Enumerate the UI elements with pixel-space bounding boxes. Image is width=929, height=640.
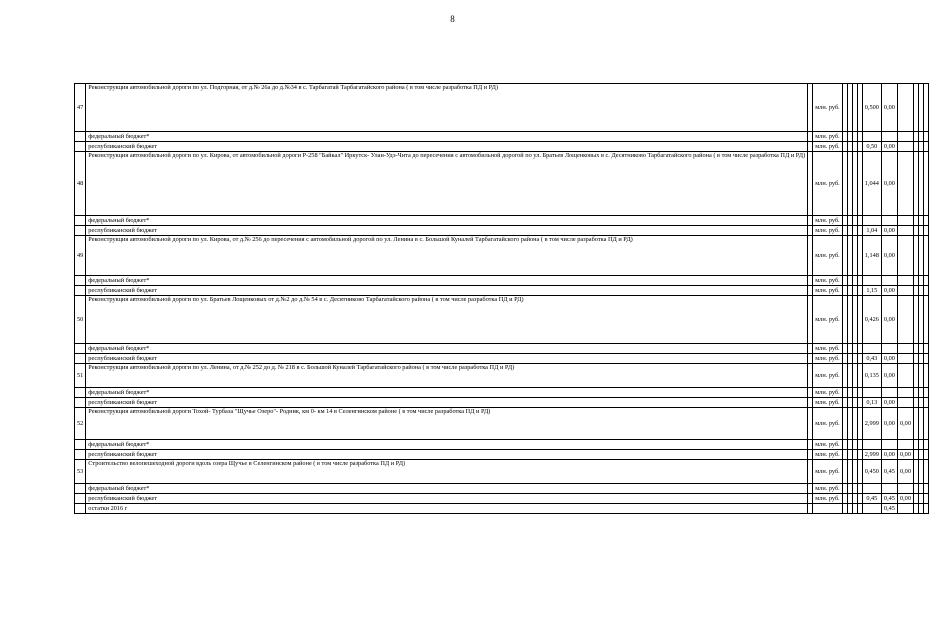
value-cell: 0,135: [862, 364, 881, 388]
budget-source-label: федеральный бюджет*: [86, 388, 808, 398]
value-cell: [923, 354, 928, 364]
value-cell: [862, 388, 881, 398]
value-cell: 0,45: [881, 494, 897, 504]
unit-cell: млн. руб.: [813, 276, 843, 286]
project-title: Реконструкция автомобильной дороги по ул. Ленина, от д.№ 252 до д. № 218 в с. Большой Куналей Тарбагатайского района ( в том числе разработка ПД и РД): [86, 364, 808, 388]
value-cell: [923, 388, 928, 398]
value-cell: [881, 216, 897, 226]
unit-cell: млн. руб.: [813, 344, 843, 354]
republican-budget-row: [75, 286, 929, 296]
value-cell: [923, 494, 928, 504]
project-title: Реконструкция автомобильной дороги по ул. Братьев Лощенковых от д.№2 до д.№ 54 в с. Десятниково Тарбагатайского района ( в том числе разработка ПД и РД): [86, 296, 808, 344]
value-cell: [862, 440, 881, 450]
project-number: 48: [75, 152, 86, 216]
republican-budget-row: [75, 226, 929, 236]
project-title: Реконструкция автомобильной дороги Тохой- Турбаза "Щучье Озеро"- Родник, км 0- км 14 в Селенгинском районе ( в том числе разработка ПД и РД): [86, 408, 808, 440]
value-cell: [881, 276, 897, 286]
project-number: [75, 398, 86, 408]
value-cell: [923, 226, 928, 236]
project-number: [75, 216, 86, 226]
value-cell: [897, 388, 913, 398]
value-cell: 0,50: [862, 142, 881, 152]
page-number: 8: [450, 14, 455, 24]
value-cell: [897, 504, 913, 514]
federal-budget-row: [75, 344, 929, 354]
value-cell: 0,500: [862, 84, 881, 132]
budget-source-label: федеральный бюджет*: [86, 216, 808, 226]
federal-budget-row: [75, 484, 929, 494]
project-title: Реконструкция автомобильной дороги по ул. Кирова, от автомобильной дороги Р-258 "Байкал" Иркутск- Улан-Удэ-Чита до пересечения с автомобильной дорогой по ул. Братьев Лощенковых в с. Десятниково Тарбагатайского района ( в том числе разработка ПД и РД): [86, 152, 808, 216]
unit-cell: млн. руб.: [813, 398, 843, 408]
budget-source-label: федеральный бюджет*: [86, 132, 808, 142]
value-cell: [923, 398, 928, 408]
unit-cell: млн. руб.: [813, 460, 843, 484]
value-cell: 0,00: [881, 408, 897, 440]
project-number: 53: [75, 460, 86, 484]
unit-cell: млн. руб.: [813, 494, 843, 504]
remainder-row: [75, 504, 929, 514]
value-cell: 0,00: [881, 152, 897, 216]
value-cell: [897, 484, 913, 494]
value-cell: [923, 296, 928, 344]
value-cell: 0,00: [881, 296, 897, 344]
value-cell: [897, 216, 913, 226]
unit-cell: млн. руб.: [813, 142, 843, 152]
value-cell: [897, 440, 913, 450]
project-row: [75, 152, 929, 216]
value-cell: [923, 484, 928, 494]
project-number: 50: [75, 296, 86, 344]
value-cell: [862, 484, 881, 494]
republican-budget-row: [75, 142, 929, 152]
project-number: [75, 354, 86, 364]
budget-source-label: республиканский бюджет: [86, 142, 808, 152]
value-cell: 0,43: [862, 354, 881, 364]
value-cell: [923, 132, 928, 142]
value-cell: [881, 484, 897, 494]
federal-budget-row: [75, 440, 929, 450]
budget-source-label: республиканский бюджет: [86, 226, 808, 236]
value-cell: 0,00: [897, 450, 913, 460]
value-cell: [897, 286, 913, 296]
project-row: [75, 236, 929, 276]
value-cell: [862, 344, 881, 354]
project-number: 47: [75, 84, 86, 132]
value-cell: 0,00: [881, 286, 897, 296]
value-cell: 0,00: [897, 494, 913, 504]
value-cell: [881, 388, 897, 398]
value-cell: 1,15: [862, 286, 881, 296]
value-cell: [862, 132, 881, 142]
value-cell: [923, 364, 928, 388]
value-cell: [897, 152, 913, 216]
unit-cell: млн. руб.: [813, 216, 843, 226]
project-row: [75, 460, 929, 484]
unit-cell: млн. руб.: [813, 484, 843, 494]
value-cell: 0,00: [897, 408, 913, 440]
republican-budget-row: [75, 494, 929, 504]
federal-budget-row: [75, 132, 929, 142]
value-cell: 0,450: [862, 460, 881, 484]
federal-budget-row: [75, 216, 929, 226]
project-number: [75, 504, 86, 514]
unit-cell: млн. руб.: [813, 152, 843, 216]
value-cell: [923, 276, 928, 286]
value-cell: [862, 504, 881, 514]
unit-cell: млн. руб.: [813, 440, 843, 450]
value-cell: [923, 236, 928, 276]
republican-budget-row: [75, 398, 929, 408]
value-cell: 0,00: [881, 364, 897, 388]
project-number: [75, 388, 86, 398]
unit-cell: млн. руб.: [813, 84, 843, 132]
federal-budget-row: [75, 276, 929, 286]
value-cell: 0,426: [862, 296, 881, 344]
unit-cell: млн. руб.: [813, 286, 843, 296]
budget-table: [74, 83, 929, 514]
unit-cell: млн. руб.: [813, 132, 843, 142]
value-cell: 0,00: [881, 354, 897, 364]
value-cell: 0,00: [881, 226, 897, 236]
project-number: [75, 440, 86, 450]
value-cell: [923, 142, 928, 152]
unit-cell: млн. руб.: [813, 226, 843, 236]
project-title: Реконструкция автомобильной дороги по ул. Подгорная, от д.№ 26а до д.№34 в с. Тарбагатай Тарбагатайского района ( в том числе разработка ПД и РД): [86, 84, 808, 132]
value-cell: 1,148: [862, 236, 881, 276]
project-number: [75, 142, 86, 152]
budget-source-label: республиканский бюджет: [86, 494, 808, 504]
unit-cell: [813, 504, 843, 514]
budget-source-label: республиканский бюджет: [86, 354, 808, 364]
unit-cell: млн. руб.: [813, 354, 843, 364]
unit-cell: млн. руб.: [813, 364, 843, 388]
project-number: [75, 276, 86, 286]
project-number: [75, 450, 86, 460]
value-cell: 0,45: [881, 504, 897, 514]
value-cell: [923, 460, 928, 484]
value-cell: [923, 152, 928, 216]
project-row: [75, 408, 929, 440]
value-cell: 0,00: [881, 236, 897, 276]
value-cell: [923, 408, 928, 440]
value-cell: 1,04: [862, 226, 881, 236]
value-cell: [862, 216, 881, 226]
project-row: [75, 84, 929, 132]
value-cell: [897, 84, 913, 132]
value-cell: [923, 440, 928, 450]
value-cell: 0,00: [881, 398, 897, 408]
budget-source-label: республиканский бюджет: [86, 450, 808, 460]
project-number: [75, 344, 86, 354]
republican-budget-row: [75, 450, 929, 460]
project-title: Строительство велопешеходной дороги вдоль озера Щучье в Селенгинском районе ( в том числе разработка ПД и РД): [86, 460, 808, 484]
project-row: [75, 364, 929, 388]
value-cell: [881, 440, 897, 450]
value-cell: 0,00: [897, 460, 913, 484]
value-cell: [923, 84, 928, 132]
project-title: Реконструкция автомобильной дороги по ул. Кирова, от д.№ 256 до пересечения с автомобильной дорогой по ул. Ленина в с. Большой Куналей Тарбагатайского района ( в том числе разработка ПД и РД): [86, 236, 808, 276]
value-cell: [897, 226, 913, 236]
project-number: [75, 484, 86, 494]
value-cell: [923, 504, 928, 514]
project-number: [75, 286, 86, 296]
value-cell: [897, 344, 913, 354]
value-cell: 0,00: [881, 142, 897, 152]
project-number: [75, 226, 86, 236]
value-cell: 0,13: [862, 398, 881, 408]
unit-cell: млн. руб.: [813, 236, 843, 276]
value-cell: 2,999: [862, 408, 881, 440]
remainder-label: остатки 2016 г: [86, 504, 808, 514]
value-cell: [897, 364, 913, 388]
project-number: [75, 132, 86, 142]
value-cell: 0,00: [881, 84, 897, 132]
value-cell: [923, 286, 928, 296]
unit-cell: млн. руб.: [813, 408, 843, 440]
budget-source-label: республиканский бюджет: [86, 398, 808, 408]
unit-cell: млн. руб.: [813, 296, 843, 344]
republican-budget-row: [75, 354, 929, 364]
value-cell: [897, 296, 913, 344]
value-cell: [862, 276, 881, 286]
project-number: 49: [75, 236, 86, 276]
budget-source-label: республиканский бюджет: [86, 286, 808, 296]
value-cell: [897, 276, 913, 286]
value-cell: [881, 132, 897, 142]
value-cell: 1,044: [862, 152, 881, 216]
budget-source-label: федеральный бюджет*: [86, 276, 808, 286]
budget-source-label: федеральный бюджет*: [86, 344, 808, 354]
value-cell: 0,45: [881, 460, 897, 484]
project-number: 52: [75, 408, 86, 440]
value-cell: [923, 216, 928, 226]
project-row: [75, 296, 929, 344]
value-cell: 0,00: [881, 450, 897, 460]
value-cell: [881, 344, 897, 354]
unit-cell: млн. руб.: [813, 450, 843, 460]
unit-cell: млн. руб.: [813, 388, 843, 398]
project-number: [75, 494, 86, 504]
federal-budget-row: [75, 388, 929, 398]
value-cell: [897, 142, 913, 152]
project-number: 51: [75, 364, 86, 388]
value-cell: [897, 354, 913, 364]
value-cell: [923, 344, 928, 354]
value-cell: 0,45: [862, 494, 881, 504]
budget-source-label: федеральный бюджет*: [86, 440, 808, 450]
value-cell: [897, 236, 913, 276]
value-cell: 2,999: [862, 450, 881, 460]
value-cell: [897, 398, 913, 408]
budget-source-label: федеральный бюджет*: [86, 484, 808, 494]
value-cell: [923, 450, 928, 460]
value-cell: [897, 132, 913, 142]
